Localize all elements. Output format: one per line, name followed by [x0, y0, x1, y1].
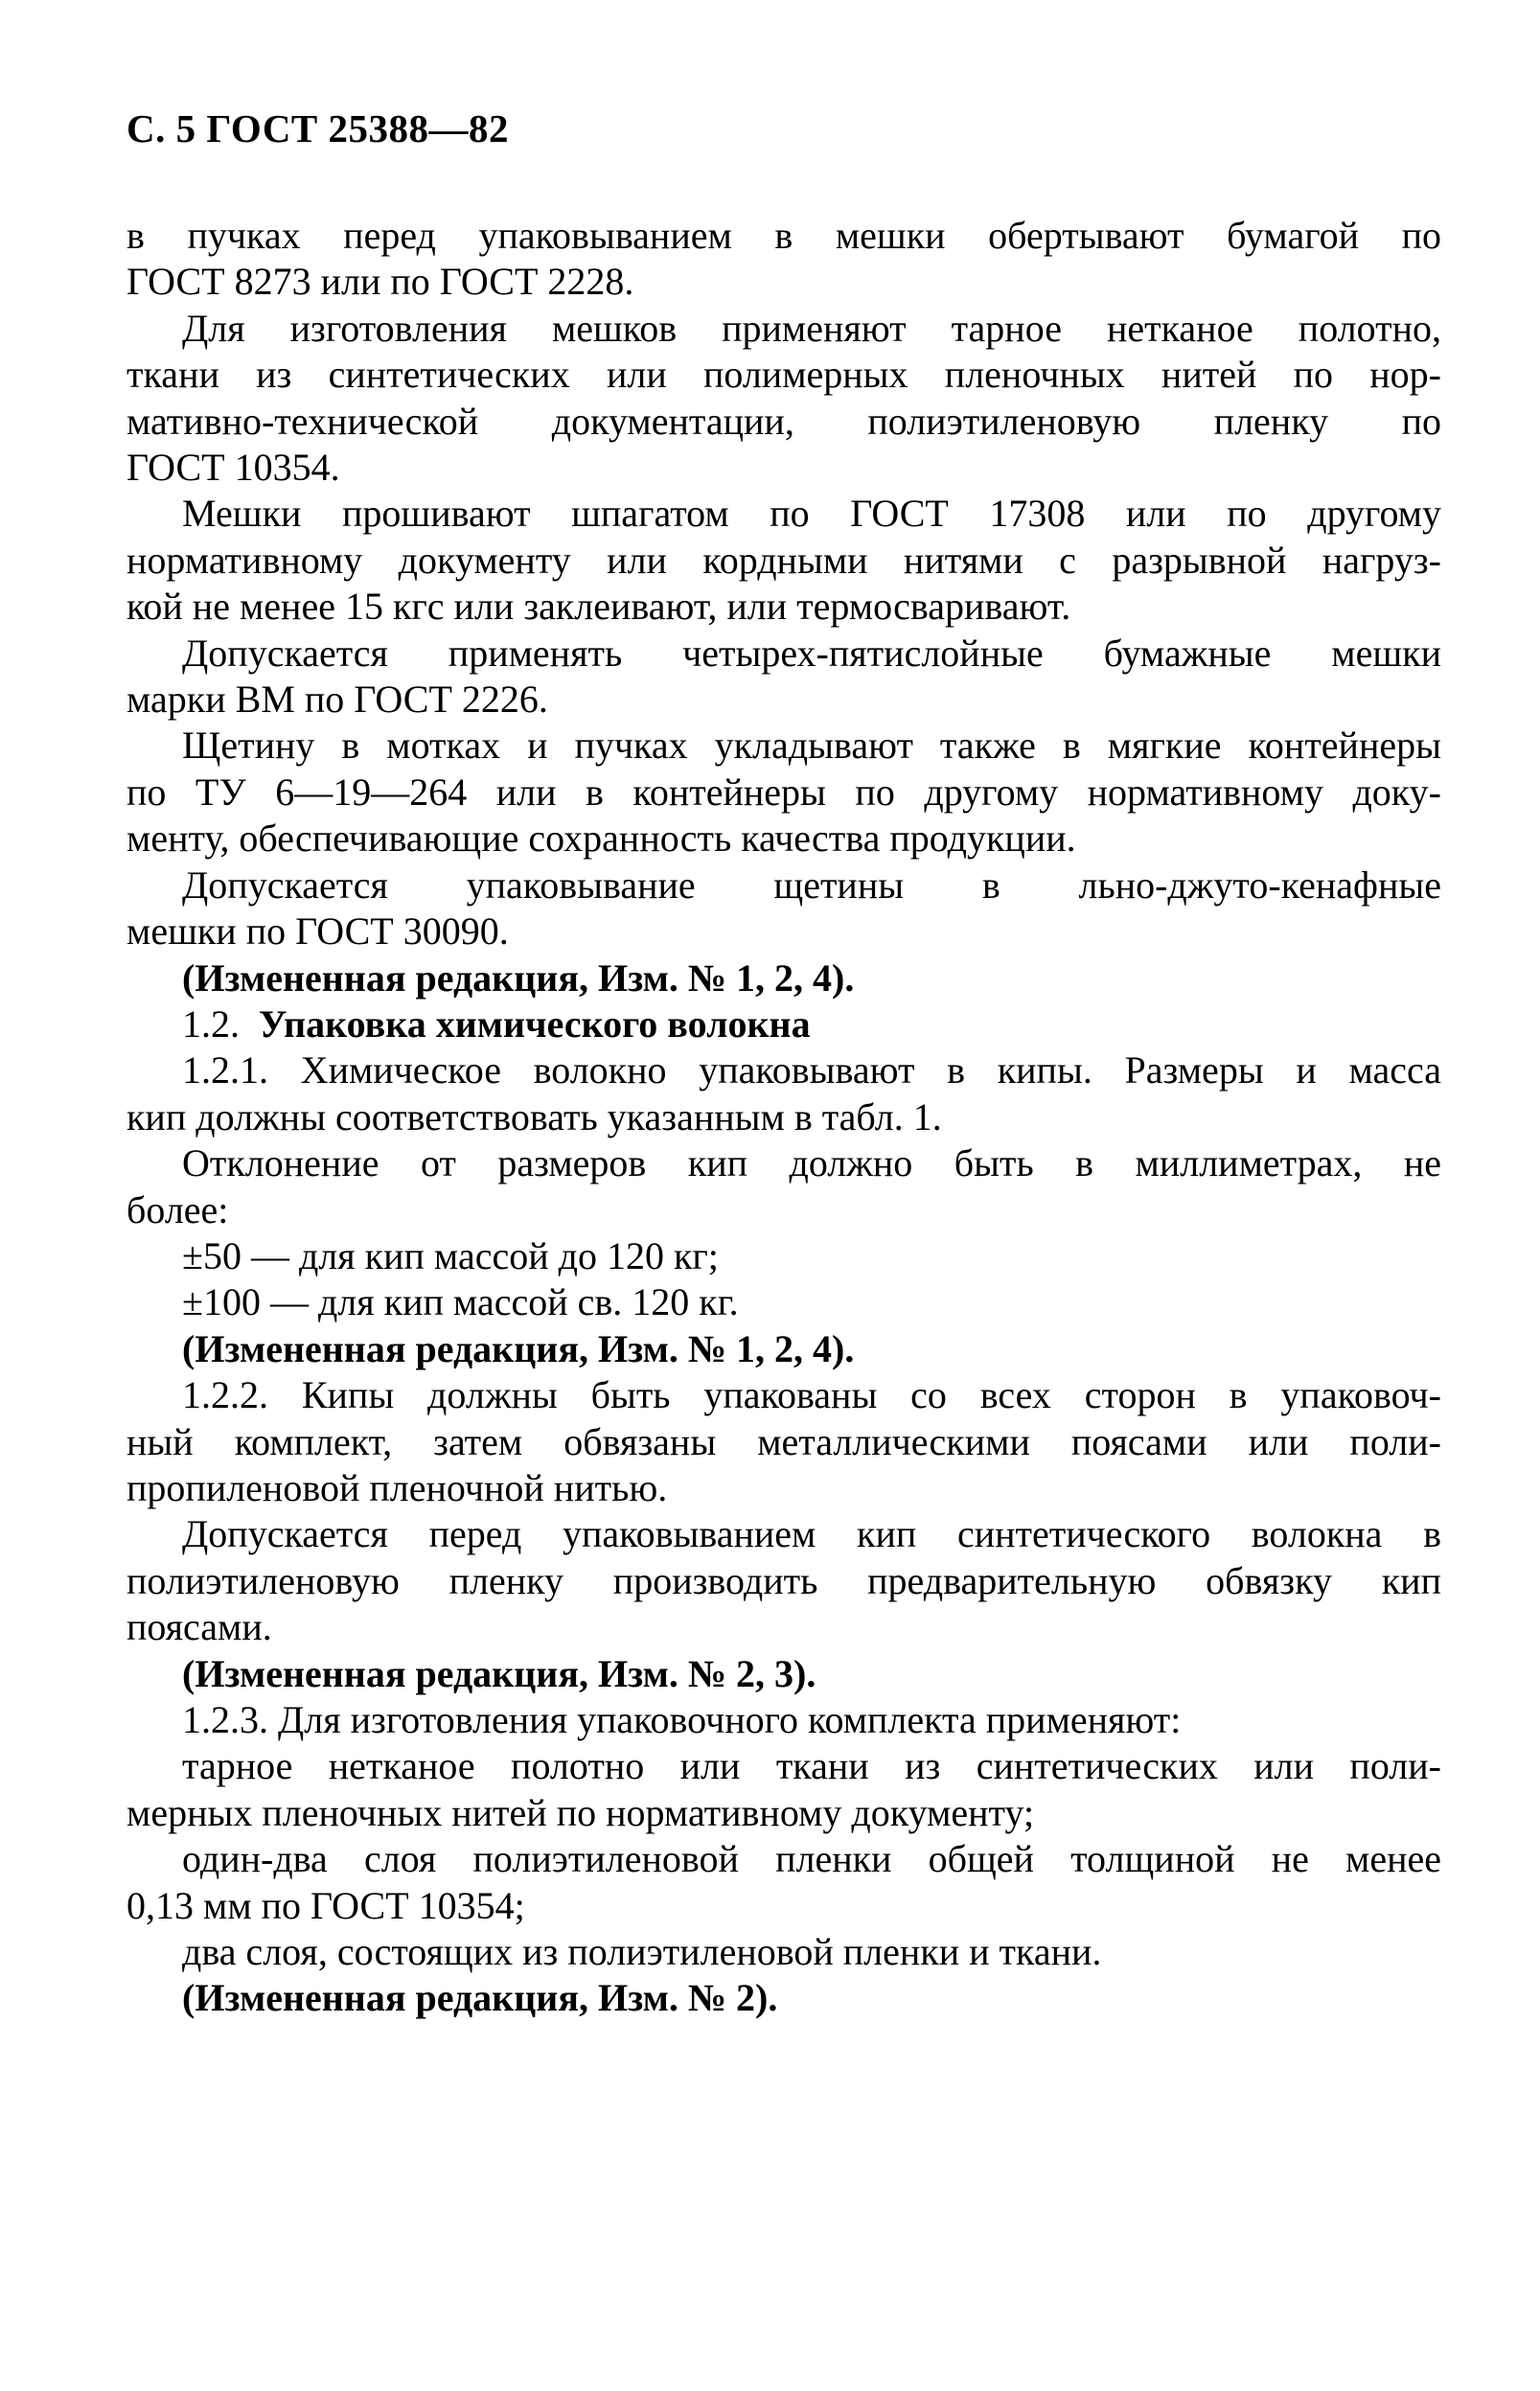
text-line: два слоя, состоящих из полиэтиленовой пленки и ткани. — [182, 1930, 1102, 1974]
paragraph — [126, 1047, 1441, 1140]
text-line: тарное нетканое полотно или ткани из синтетических или поли- — [182, 1744, 1441, 1788]
text-line: менту, обеспечивающие сохранность качества продукции. — [126, 816, 1076, 861]
amendment-note — [126, 955, 1441, 1001]
text-line: ±50 — для кип массой до 120 кг; — [182, 1233, 719, 1277]
paragraph — [126, 1836, 1441, 1929]
paragraph — [126, 1372, 1441, 1511]
paragraph — [126, 862, 1441, 955]
text-line: мешки по ГОСТ 30090. — [126, 909, 509, 954]
text-line: (Измененная редакция, Изм. № 2, 3). — [182, 1651, 816, 1695]
text-line: более: — [126, 1187, 229, 1231]
text-line: мерных пленочных нитей по нормативному документу; — [126, 1790, 1035, 1834]
text-line: по ТУ 6—19—264 или в контейнеры по другому нормативному доку- — [126, 770, 1441, 814]
amendment-note — [126, 1975, 1441, 2021]
paragraph — [126, 723, 1441, 862]
text-line: мативно-технической документации, полиэтиленовую пленку по — [126, 399, 1441, 443]
text-line: Мешки прошивают шпагатом по ГОСТ 17308 или по другому — [182, 492, 1441, 536]
text-line: марки ВМ по ГОСТ 2226. — [126, 678, 548, 722]
text-line: ГОСТ 8273 или по ГОСТ 2228. — [126, 260, 634, 304]
text-line: Допускается упаковывание щетины в льно-джуто-кенафные — [182, 862, 1441, 907]
paragraph — [126, 306, 1441, 492]
text-line: Допускается перед упаковыванием кип синтетического волокна в — [182, 1512, 1441, 1556]
text-line: 1.2.1. Химическое волокно упаковывают в кипы. Размеры и масса — [182, 1048, 1441, 1092]
text-line: (Измененная редакция, Изм. № 1, 2, 4). — [182, 1326, 855, 1370]
paragraph — [126, 1511, 1441, 1650]
section-title: Упаковка химического волокна — [259, 1001, 811, 1046]
text-line: нормативному документу или кордными нитями с разрывной нагруз- — [126, 538, 1441, 582]
text-line: один-два слоя полиэтиленовой пленки общей толщиной не менее — [182, 1837, 1441, 1881]
text-line: (Измененная редакция, Изм. № 1, 2, 4). — [182, 955, 855, 1000]
paragraph — [126, 1233, 1441, 1279]
text-line: 0,13 мм по ГОСТ 10354; — [126, 1883, 525, 1927]
document-body — [126, 213, 1441, 2022]
page-content — [126, 105, 1441, 2022]
text-line: пропиленовой пленочной нитью. — [126, 1465, 668, 1509]
text-line: поясами. — [126, 1605, 272, 1649]
paragraph — [126, 213, 1441, 306]
paragraph — [126, 1697, 1441, 1743]
section-number: 1.2. — [182, 1001, 240, 1046]
text-line: ГОСТ 10354. — [126, 446, 340, 490]
text-line: Для изготовления мешков применяют тарное нетканое полотно, — [182, 306, 1441, 350]
text-line: 1.2.3. Для изготовления упаковочного комплекта применяют: — [182, 1698, 1182, 1741]
page-header: С. 5 ГОСТ 25388—82 — [126, 106, 510, 150]
section-heading — [126, 1001, 1441, 1047]
paragraph — [126, 1279, 1441, 1325]
text-line: ткани из синтетических или полимерных пленочных нитей по нор- — [126, 353, 1441, 397]
paragraph — [126, 1140, 1441, 1233]
text-line: кип должны соответствовать указанным в табл. 1. — [126, 1094, 942, 1138]
text-line: (Измененная редакция, Изм. № 2). — [182, 1976, 778, 2020]
text-line: Допускается применять четырех-пятислойные бумажные мешки — [182, 631, 1441, 675]
paragraph — [126, 631, 1441, 724]
amendment-note — [126, 1326, 1441, 1372]
text-line: ный комплект, затем обвязаны металлическими поясами или поли- — [126, 1419, 1441, 1463]
paragraph — [126, 1743, 1441, 1836]
text-line: в пучках перед упаковыванием в мешки обертывают бумагой по — [126, 214, 1441, 257]
text-line: 1.2.2. Кипы должны быть упакованы со всех сторон в упаковоч- — [182, 1373, 1441, 1417]
text-line: кой не менее 15 кгс или заклеивают, или термосваривают. — [126, 585, 1071, 629]
paragraph — [126, 1929, 1441, 1975]
text-line: Отклонение от размеров кип должно быть в миллиметрах, не — [182, 1141, 1441, 1185]
text-line: Щетину в мотках и пучках укладывают также в мягкие контейнеры — [182, 724, 1441, 768]
paragraph — [126, 491, 1441, 630]
amendment-note — [126, 1651, 1441, 1697]
text-line: полиэтиленовую пленку производить предварительную обвязку кип — [126, 1558, 1441, 1602]
text-line: ±100 — для кип массой св. 120 кг. — [182, 1280, 739, 1324]
